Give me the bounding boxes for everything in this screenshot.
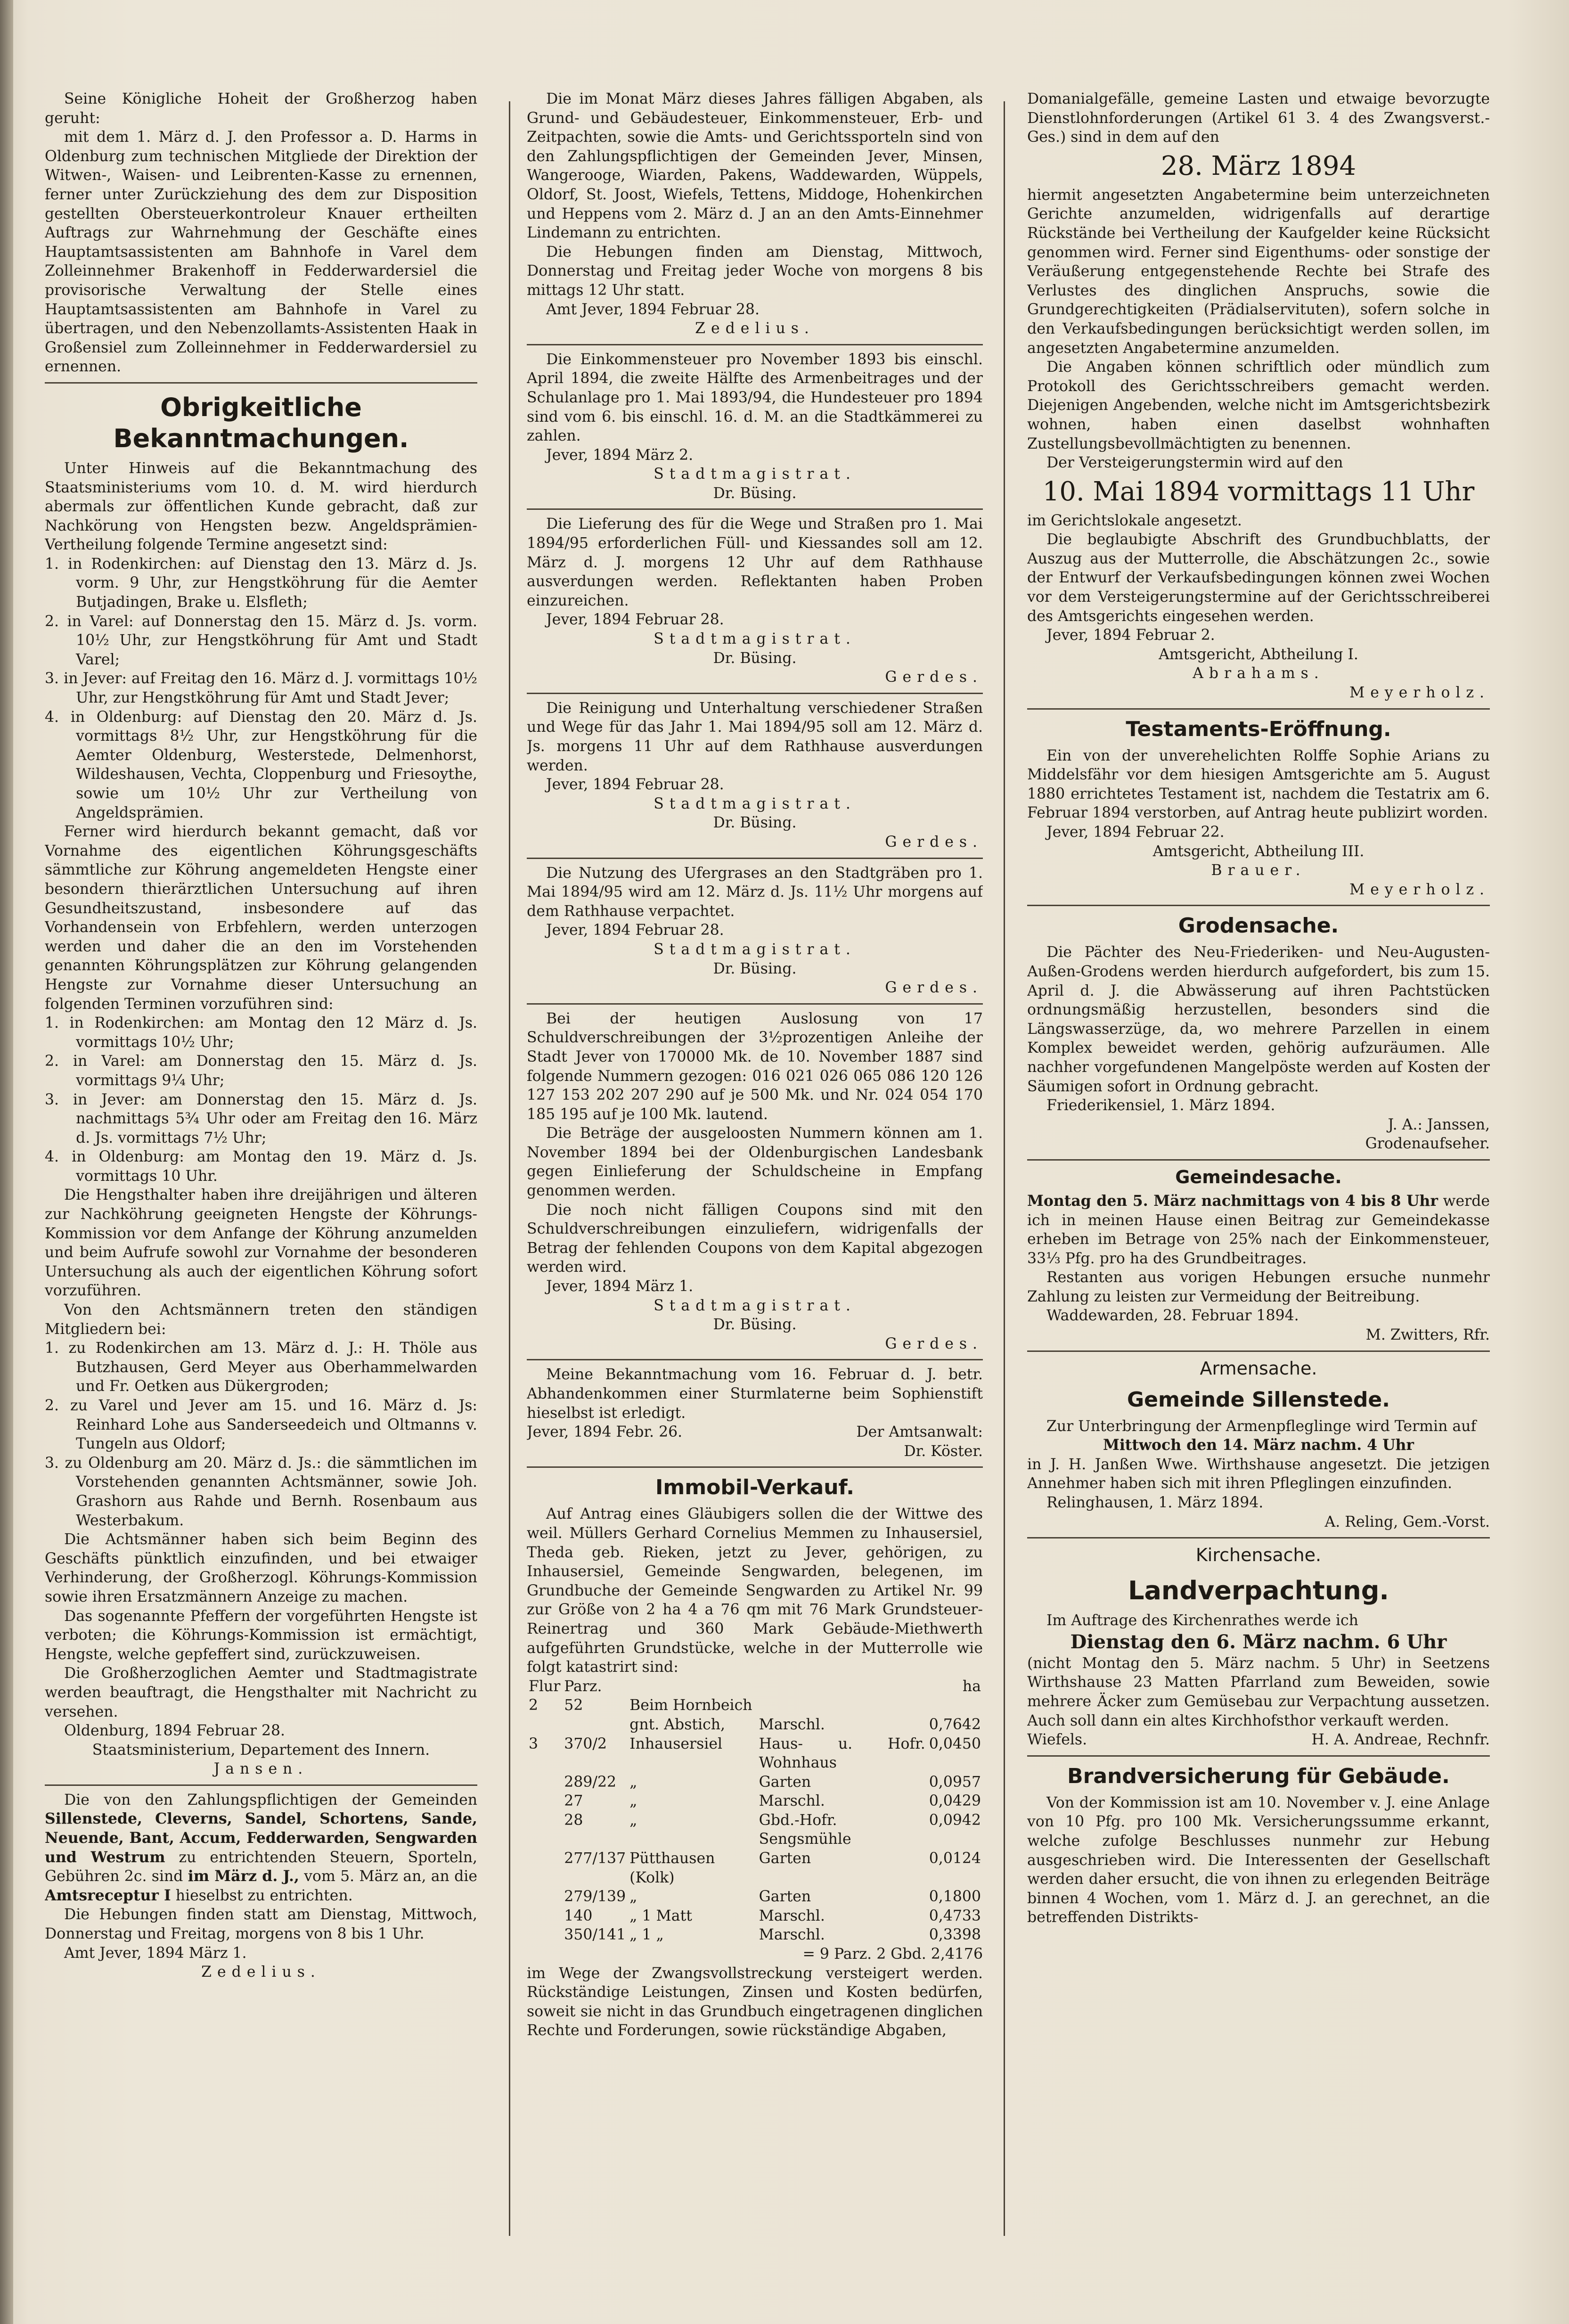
notice-paragraph: Die Lieferung des für die Wege und Straßen pro 1. Mai 1894/95 erforderlichen Füll- und Kiessandes soll am 12. März d. J. morgens 12 Uhr auf dem Rathhause ausverdungen werden. Reflektanten haben Proben einzureichen. [527, 516, 983, 609]
section-divider [527, 1359, 983, 1360]
list-item: 1. in Rodenkirchen: auf Dienstag den 13. März d. Js. vorm. 9 Uhr, zur Hengstköhrung für die Aemter Butjadingen, Brake u. Elsfleth; [45, 555, 477, 611]
column-middle [527, 90, 983, 2285]
table-cell: 0,1800 [929, 1888, 981, 1906]
table-cell [927, 1696, 983, 1715]
notice-text: werde ich in meinen Hause einen Beitrag zur Gemeindekasse erheben im Betrage von 25% nach der Einkommensteuer, 33⅓ Pfg. pro ha des Grundbeitrages. [1027, 1192, 1490, 1267]
signature: Amtsgericht, Abtheilung I. [1159, 646, 1358, 663]
table-cell [527, 1887, 562, 1907]
notice-emphasis: Mittwoch den 14. März nachm. 4 Uhr [1103, 1436, 1414, 1454]
signature: Dr. Büsing. [713, 1316, 797, 1334]
table-cell: Garten [759, 1850, 811, 1867]
section-divider [1027, 1159, 1490, 1161]
section-divider [45, 1784, 477, 1786]
table-cell: 0,3398 [929, 1926, 981, 1944]
list-item: 1. zu Rodenkirchen am 13. März d. J.: H. Thöle aus Butzhausen, Gerd Meyer aus Oberhammelwarden und Fr. Oetken aus Dükergroden; [45, 1340, 477, 1395]
table-cell: 0,4733 [929, 1907, 981, 1924]
notice-paragraph: Auf Antrag eines Gläubigers sollen die der Wittwe des weil. Müllers Gerhard Cornelius Memmen zu Inhausersiel, Theda geb. Rieken, jetzt zu Jever, gehörigen, zu Inhausersiel, Gemeinde Sengwarden, belegenen, im Grundbuche der Gemeinde Sengwarden zu Artikel Nr. 99 zur Größe von 2 ha 4 a 76 qm mit 76 Mark Grundsteuer-Reinertrag und 360 Mark Gebäude-Miethwerth aufgeführten Grundstücke, welche in der Mutterrolle wie folgt katastrirt sind: [527, 1506, 983, 1676]
signature: Gerdes. [885, 1335, 983, 1352]
table-row [527, 1907, 983, 1926]
section-divider [1027, 905, 1490, 906]
signature: Abrahams. [1193, 665, 1324, 682]
signature: Gerdes. [885, 979, 983, 997]
dateline: Jever, 1894 Februar 2. [1046, 627, 1215, 644]
table-cell: Marschl. [759, 1792, 825, 1810]
notice-paragraph: Die Reinigung und Unterhaltung verschiedener Straßen und Wege für das Jahr 1. Mai 1894/95 soll am 12. März d. Js. morgens 11 Uhr auf dem Rathhause ausverdungen werden. [527, 699, 983, 774]
table-cell: 28 [564, 1811, 583, 1829]
dateline: Amt Jever, 1894 Februar 28. [546, 301, 760, 318]
section-heading: Armensache. [1200, 1358, 1317, 1379]
table-row [527, 1792, 983, 1811]
column-right [1027, 90, 1490, 2285]
table-cell [527, 1849, 562, 1887]
list-item: 3. in Jever: auf Freitag den 16. März d. J. vormittags 10½ Uhr, zur Hengstköhrung für Amt und Stadt Jever; [45, 670, 477, 707]
notice-paragraph: in J. H. Janßen Wwe. Wirthshause angesetzt. Die jetzigen Annehmer haben sich mit ihren Pfleglingen einzufinden. [1027, 1456, 1490, 1492]
notice-paragraph: Die Einkommensteuer pro November 1893 bis einschl. April 1894, die zweite Hälfte des Armenbeitrages und der Schulanlage pro 1. Mai 1893/94, die Hundesteuer pro 1894 sind vom 6. bis einschl. 16. d. M. an die Stadtkämmerei zu zahlen. [527, 351, 983, 445]
signature: Gerdes. [885, 833, 983, 851]
signature: Gerdes. [885, 669, 983, 686]
list-item: 2. in Varel: am Donnerstag den 15. März d. Js. vormittags 9¼ Uhr; [45, 1053, 477, 1089]
section-divider [1027, 1537, 1490, 1538]
notice-paragraph: Von der Kommission ist am 10. November v. J. eine Anlage von 10 Pfg. pro 100 Mk. Versicherungssumme erkannt, welche zufolge Beschlusses nunmehr zur Hebung ausgeschrieben wird. Die Interessenten der Gesellschaft werden daher ersucht, die von ihnen zu erlegenden Beiträge binnen 4 Wochen, vom 1. März d. J. an gerechnet, an die betreffenden Distrikts- [1027, 1794, 1490, 1926]
table-row [527, 1887, 983, 1907]
notice-paragraph: Ferner wird hierdurch bekannt gemacht, daß vor Vornahme des eigentlichen Köhrungsgeschäfts sämmtliche zur Köhrung angemeldeten Hengste einer besondern thierärztlichen Untersuchung auf ihren Gesundheitszustand, insbesondere auf das Vorhandensein von Erbfehlern, werden unterzogen werden und daher die an den im Vorstehenden genannten Köhrungsplätzen zur Köhrung gelangenden Hengste zur Vornahme dieser Untersuchung an folgenden Terminen vorzuführen sind: [45, 823, 477, 1013]
table-cell [628, 1677, 757, 1696]
table-cell: 27 [564, 1792, 583, 1810]
notice-emphasis: Dienstag den 6. März nachm. 6 Uhr [1070, 1630, 1447, 1653]
signature: Meyerholz. [1349, 684, 1490, 702]
dateline: Jever, 1894 Februar 22. [1046, 824, 1225, 841]
dateline: Wiefels. [1027, 1731, 1087, 1749]
dateline: Friederikensiel, 1. März 1894. [1046, 1097, 1275, 1114]
table-row [527, 1773, 983, 1792]
dateline: Jever, 1894 März 1. [546, 1278, 694, 1295]
table-cell [562, 1715, 628, 1735]
signature: Stadtmagistrat. [654, 941, 856, 958]
table-total: = 9 Parz. 2 Gbd. 2,4176 [802, 1946, 983, 1963]
signature: Dr. Büsing. [713, 814, 797, 832]
decree-text: mit dem 1. März d. J. den Professor a. D. Harms in Oldenburg zum technischen Mitgliede der Direktion der Witwen-, Waisen- und Leibrenten-Kasse zu ernennen, ferner unter Zurückziehung des dem zur Disposition gestellten Obersteuerkontroleur Knauer ertheilten Auftrags zur Wahrnehmung der Geschäfte eines Hauptamtsassistenten am Bahnhofe in Varel dem Zolleinnehmer Brakenhoff in Fedderwardersiel die provisorische Verwaltung der Stelle eines Hauptamtsassistenten am Bahnhofe in Varel zu übertragen, und den Nebenzollamts-Assistenten Haak in Großensiel zum Zolleinnehmer in Fedderwardersiel zu ernennen. [45, 129, 477, 376]
table-cell: 0,0124 [929, 1850, 981, 1867]
signature: Zedelius. [201, 1964, 321, 1981]
notice-emphasis: Montag den 5. März nachmittags von 4 bis 8 Uhr [1027, 1192, 1438, 1210]
signature: Dr. Büsing. [713, 484, 797, 502]
table-cell: Parz. [564, 1678, 602, 1695]
table-cell [527, 1811, 562, 1849]
section-heading: Kirchensache. [1195, 1545, 1322, 1566]
notice-paragraph: Im Auftrage des Kirchenrathes werde ich [1046, 1612, 1358, 1629]
notice-paragraph: Die Beträge der ausgeloosten Nummern können am 1. November 1894 bei der Oldenburgischen Landesbank gegen Einlieferung der Schuldscheine in Empfang genommen werden. [527, 1125, 983, 1200]
notice-paragraph: Ein von der unverehelichten Rolffe Sophie Arians zu Middelsfähr vor dem hiesigen Amtsgerichte am 5. August 1880 errichtetes Testament ist, nachdem die Testatrix am 6. Februar 1894 verstorben, auf Antrag heute publizirt worden. [1027, 747, 1490, 822]
signature: Zedelius. [695, 320, 815, 337]
notice-paragraph: Die beglaubigte Abschrift des Grundbuchblatts, der Auszug aus der Mutterrolle, die Abschätzungen 2c., sowie der Entwurf der Verkaufsbedingungen können zwei Wochen vor dem Versteigerungstermine auf der Gerichtsschreiberei des Amtsgerichts eingesehen werden. [1027, 531, 1490, 625]
signature: Staatsministerium, Departement des Innern. [92, 1741, 430, 1759]
table-cell: 0,0450 [929, 1735, 981, 1752]
signature: Amtsgericht, Abtheilung III. [1152, 843, 1365, 860]
notice-paragraph: im Wege der Zwangsvollstreckung versteigert werden. Rückständige Leistungen, Zinsen und Kosten bedürfen, soweit sie nicht in das Grundbuch eingetragenen dinglichen Rechte und Forderungen, sowie rückständige Abgaben, [527, 1964, 983, 2039]
notice-paragraph: Die Hebungen finden statt am Dienstag, Mittwoch, Donnerstag und Freitag, morgens von 8 bis 1 Uhr. [45, 1906, 477, 1943]
section-heading: Landverpachtung. [1128, 1576, 1389, 1606]
notice-text: zu entrichtenden Steuern, Sporteln, Gebühren 2c. sind [45, 1849, 477, 1885]
table-cell: 0,0429 [929, 1792, 981, 1810]
table-cell: 289/22 [564, 1773, 617, 1791]
table-cell: 52 [564, 1697, 583, 1714]
list-item: 1. in Rodenkirchen: am Montag den 12 März d. Js. vormittags 10½ Uhr; [45, 1015, 477, 1051]
column-left [45, 90, 477, 2285]
section-heading: Gemeinde Sillenstede. [1127, 1387, 1390, 1412]
signature: Dr. Büsing. [713, 649, 797, 667]
table-cell: 3 [529, 1735, 539, 1752]
table-cell: 0,7642 [929, 1716, 981, 1733]
list-item: 4. in Oldenburg: auf Dienstag den 20. März d. Js. vormittags 8½ Uhr, zur Hengstköhrung für die Aemter Oldenburg, Westerstede, Delmenhorst, Wildeshausen, Vechta, Cloppenburg und Friesoythe, sowie um 10½ Uhr zur Vertheilung von Angeldsprämien. [45, 708, 477, 821]
municipality-list: Sillenstede, Cleverns, Sandel, Schortens, Sande, Neuende, Bant, Accum, Fedderwarden, Sengwarden und Westrum [45, 1810, 477, 1866]
column-rule [509, 101, 510, 2236]
table-cell: „ [629, 1773, 637, 1791]
binding-gutter [0, 0, 13, 2324]
table-cell: gnt. Abstich, [629, 1716, 726, 1733]
table-row [527, 1849, 983, 1887]
signature: Stadtmagistrat. [654, 795, 856, 812]
table-row [527, 1715, 983, 1735]
signature: Dr. Büsing. [713, 960, 797, 977]
table-row [527, 1925, 983, 1945]
signature: Stadtmagistrat. [654, 466, 856, 483]
table-cell: Haus- u. Hofr. Wohnhaus [759, 1735, 925, 1772]
table-cell: Marschl. [759, 1926, 825, 1944]
dateline: Jever, 1894 Februar 28. [546, 922, 724, 939]
table-cell: 2 [529, 1697, 539, 1714]
section-divider [1027, 1755, 1490, 1757]
table-cell: „ [629, 1888, 637, 1906]
section-divider [527, 693, 983, 694]
section-divider [527, 1003, 983, 1005]
notice-paragraph: Von den Achtsmännern treten den ständigen Mitgliedern bei: [45, 1301, 477, 1338]
notice-emphasis: Amtsreceptur I [45, 1886, 171, 1904]
table-cell: Beim Hornbeich [629, 1697, 752, 1714]
table-cell [527, 1925, 562, 1945]
notice-paragraph: Zur Unterbringung der Armenpfleglinge wird Termin auf [1046, 1417, 1477, 1435]
table-cell: „ 1 „ [629, 1926, 664, 1944]
notice-paragraph: hiermit angesetzten Angabetermine beim unterzeichneten Gerichte anzumelden, widrigenfalls auf derartige Rückstände bei Vertheilung der Kaufgelder keine Rücksicht genommen wird. Ferner sind Eigenthums- oder sonstige der Veräußerung entgegenstehende Rechte bei Strafe des Verlustes des dinglichen Anspruchs, sowie die Grundgerechtigkeiten (Prädialservituten), sofern solche in den Verkaufsbedingungen berücksichtigt werden sollen, im angesetzten Angabetermine anzumelden. [1027, 186, 1490, 357]
table-cell [757, 1677, 927, 1696]
notice-text: an die [431, 1868, 477, 1885]
signature: M. Zwitters, Rfr. [1365, 1326, 1490, 1344]
notice-text: hieselbst zu entrichten. [175, 1887, 353, 1904]
section-divider [45, 382, 477, 384]
signature: Meyerholz. [1349, 881, 1490, 898]
list-item: 4. in Oldenburg: am Montag den 19. März d. Js. vormittags 10 Uhr. [45, 1148, 477, 1185]
table-cell [527, 1773, 562, 1792]
table-cell: 279/139 [564, 1888, 626, 1906]
table-cell: 140 [564, 1907, 593, 1924]
section-divider [527, 858, 983, 859]
notice-text: vom 5. März an, [304, 1868, 426, 1885]
dateline: Jever, 1894 März 2. [546, 446, 694, 464]
signature: A. Reling, Gem.-Vorst. [1324, 1513, 1490, 1530]
section-heading: Obrigkeitliche Bekanntmachungen. [113, 392, 409, 453]
table-cell: „ [629, 1792, 637, 1810]
dateline: Jever, 1894 Februar 28. [546, 776, 724, 794]
notice-paragraph: Die Hengsthalter haben ihre dreijährigen und älteren zur Nachköhrung geeigneten Hengste der Köhrungs-Kommission vor dem Anfange der Köhrung anzumelden und beim Aufrufe sowohl zur Vornahme der besonderen Untersuchung als auch der eigentlichen Köhrung sofort vorzuführen. [45, 1187, 477, 1300]
table-cell [527, 1715, 562, 1735]
table-cell: Gbd.-Hofr. Sengsmühle [759, 1811, 851, 1848]
section-divider [1027, 1350, 1490, 1352]
dateline: Relinghausen, 1. März 1894. [1046, 1494, 1264, 1512]
notice-paragraph: Meine Bekanntmachung vom 16. Februar d. J. betr. Abhandenkommen einer Sturmlaterne beim Sophienstift hieselbst ist erledigt. [527, 1366, 983, 1422]
section-heading: Testaments-Eröffnung. [1126, 717, 1391, 741]
notice-paragraph: Die Großherzoglichen Aemter und Stadtmagistrate werden beauftragt, die Hengsthalter mit Nachricht zu versehen. [45, 1665, 477, 1720]
signature: H. A. Andreae, Rechnfr. [1311, 1731, 1490, 1749]
table-row [527, 1696, 983, 1715]
table-cell [757, 1696, 927, 1715]
notice-paragraph: Die im Monat März dieses Jahres fälligen Abgaben, als Grund- und Gebäudesteuer, Einkommensteuer, Erb- und Zeitpachten, sowie die Amts- und Gerichtssporteln sind von den Zahlungspflichtigen der Gemeinden Jever, Minsen, Wangerooge, Wiarden, Pakens, Waddewarden, Wüppels, Oldorf, St. Joost, Wiefels, Tettens, Middoge, Hohenkirchen und Heppens vom 2. März d. J an an den Amts-Einnehmer Lindemann zu entrichten. [527, 90, 983, 242]
table-cell: ha [962, 1678, 981, 1695]
date-highlight: 10. Mai 1894 vormittags 11 Uhr [1042, 476, 1475, 507]
list-item: 2. zu Varel und Jever am 15. und 16. März d. Js: Reinhard Lohe aus Sanderseedeich und Oltmanns v. Tungeln aus Oldorf; [45, 1397, 477, 1453]
signature: Dr. Köster. [904, 1442, 983, 1460]
list-item: 3. in Jever: am Donnerstag den 15. März d. Js. nachmittags 5¾ Uhr oder am Freitag den 16. März d. Js. vormittags 7½ Uhr; [45, 1091, 477, 1146]
table-cell: „ [629, 1811, 637, 1829]
section-heading: Gemeindesache. [1175, 1166, 1342, 1187]
notice-paragraph: Die noch nicht fälligen Coupons sind mit den Schuldverschreibungen einzuliefern, widrigenfalls der Betrag der fehlenden Coupons von dem Kapital abgezogen werden wird. [527, 1201, 983, 1276]
notice-paragraph: Die Angaben können schriftlich oder mündlich zum Protokoll des Gerichtsschreibers gemacht werden. Diejenigen Angebenden, welche nicht im Amtsgerichtsbezirk wohnen, haben einen daselbst wohnhaften Zustellungsbevollmächtigten zu benennen. [1027, 359, 1490, 452]
notice-paragraph: Domanialgefälle, gemeine Lasten und etwaige bevorzugte Dienstlohnforderungen (Artikel 61 3. 4 des Zwangsverst.-Ges.) sind in dem auf den [1027, 90, 1490, 146]
date-highlight: 28. März 1894 [1160, 150, 1357, 181]
notice-paragraph: Bei der heutigen Auslosung von 17 Schuldverschreibungen der 3½prozentigen Anleihe der Stadt Jever von 170000 Mk. de 10. November 1887 sind folgende Nummern gezogen: 016 021 026 065 086 120 126 127 153 202 207 290 auf je 500 Mk. und Nr. 024 054 170 185 195 auf je 100 Mk. lautend. [527, 1010, 983, 1123]
notice-paragraph: Der Versteigerungstermin wird auf den [1046, 454, 1343, 472]
table-cell: 370/2 [564, 1735, 607, 1752]
table-cell: „ 1 Matt [629, 1907, 692, 1924]
table-cell: Pütthausen (Kolk) [629, 1850, 715, 1886]
table-cell: Inhausersiel [629, 1735, 723, 1752]
table-cell: 0,0957 [929, 1773, 981, 1791]
notice-paragraph: Die Hebungen finden am Dienstag, Mittwoch, Donnerstag und Freitag jeder Woche von morgens 8 bis mittags 12 Uhr statt. [527, 243, 983, 299]
table-cell: 0,0942 [929, 1811, 981, 1829]
section-divider [527, 1466, 983, 1468]
dateline: Amt Jever, 1894 März 1. [64, 1944, 247, 1962]
signature: Jansen. [213, 1760, 309, 1778]
notice-paragraph: (nicht Montag den 5. März nachm. 5 Uhr) in Seetzens Wirthshause 23 Matten Pfarrland zum Beweiden, sowie mehrere Äcker zum Gemüsebau zur Verpachtung aussetzen. Auch soll dann ein altes Kirchhofsthor verkauft werden. [1027, 1654, 1490, 1729]
dateline: Jever, 1894 Februar 28. [546, 611, 724, 629]
section-divider [527, 508, 983, 510]
section-heading: Grodensache. [1178, 914, 1339, 938]
table-cell: Marschl. [759, 1907, 825, 1924]
land-register-table [527, 1677, 983, 1945]
table-row [527, 1735, 983, 1773]
signature: Stadtmagistrat. [654, 630, 856, 648]
notice-paragraph: Die Achtsmänner haben sich beim Beginn des Geschäfts pünktlich einzufinden, und bei etwaiger Verhinderung, der Großherzogl. Köhrungs-Kommission sowie ihren Ersatzmännern Anzeige zu machen. [45, 1531, 477, 1605]
table-row [527, 1811, 983, 1849]
table-cell: Marschl. [759, 1716, 825, 1733]
list-item: 3. zu Oldenburg am 20. März d. Js.: die sämmtlichen im Vorstehenden genannten Achtsmänner, sowie Joh. Grashorn aus Rahde und Bernh. Rosenbaum aus Westerbakum. [45, 1454, 477, 1529]
notice-emphasis: im März d. J., [188, 1867, 299, 1885]
table-cell: Flur [529, 1678, 561, 1695]
table-cell [527, 1792, 562, 1811]
signature: Der Amtsanwalt: [856, 1424, 983, 1441]
signature: Stadtmagistrat. [654, 1297, 856, 1314]
table-cell [527, 1907, 562, 1926]
notice-paragraph: Restanten aus vorigen Hebungen ersuche nunmehr Zahlung zu leisten zur Vermeidung der Beitreibung. [1027, 1269, 1490, 1305]
table-cell: Garten [759, 1888, 811, 1906]
signature: J. A.: Janssen, [1388, 1116, 1490, 1133]
notice-text: Die von den Zahlungspflichtigen der Gemeinden [64, 1791, 477, 1808]
table-cell: 277/137 [564, 1850, 626, 1867]
notice-paragraph: im Gerichtslokale angesetzt. [1027, 512, 1242, 529]
notice-paragraph: Die Pächter des Neu-Friederiken- und Neu-Augusten-Außen-Grodens werden hierdurch aufgefordert, bis zum 15. April d. J. die Abwässerung auf ihren Pachtstücken ordnungsmäßig herzustellen, besonders sind die Längswasserzüge, da, wo mehrere Parzellen in einem Komplex beweidet werden, gehörig aufzuräumen. Alle nachher vorgefundenen Mangelpöste werden auf Kosten der Säumigen sofort in Ordnung gebracht. [1027, 944, 1490, 1095]
column-rule [1004, 101, 1005, 2236]
table-cell: Garten [759, 1773, 811, 1791]
notice-paragraph: Die Nutzung des Ufergrases an den Stadtgräben pro 1. Mai 1894/95 wird am 12. März d. Js. 11½ Uhr morgens auf dem Rathhause verpachtet. [527, 864, 983, 920]
dateline: Waddewarden, 28. Februar 1894. [1046, 1307, 1299, 1325]
notice-paragraph: Das sogenannte Pfeffern der vorgeführten Hengste ist verboten; die Köhrungs-Kommission ist ermächtigt, Hengste, welche gepfeffert sind, zurückzuweisen. [45, 1607, 477, 1663]
section-divider [1027, 708, 1490, 710]
table-cell: 350/141 [564, 1926, 626, 1944]
notice-paragraph: Unter Hinweis auf die Bekanntmachung des Staatsministeriums vom 10. d. M. wird hierdurch abermals zur öffentlichen Kunde gebracht, daß zur Nachkörung von Hengsten bezw. Angeldsprämien-Vertheilung folgende Termine angesetzt sind: [45, 459, 477, 554]
section-heading: Immobil-Verkauf. [655, 1475, 854, 1500]
dateline: Jever, 1894 Febr. 26. [527, 1424, 683, 1441]
section-divider [527, 344, 983, 345]
table-row [527, 1677, 983, 1696]
signature: Brauer. [1211, 862, 1306, 879]
dateline: Oldenburg, 1894 Februar 28. [64, 1722, 286, 1740]
signature: Grodenaufseher. [1365, 1135, 1490, 1153]
list-item: 2. in Varel: auf Donnerstag den 15. März d. Js. vorm. 10½ Uhr, zur Hengstköhrung für Amt und Stadt Varel; [45, 613, 477, 668]
section-heading: Brandversicherung für Gebäude. [1067, 1764, 1450, 1788]
decree-intro: Seine Königliche Hoheit der Großherzog haben geruht: [45, 90, 477, 127]
